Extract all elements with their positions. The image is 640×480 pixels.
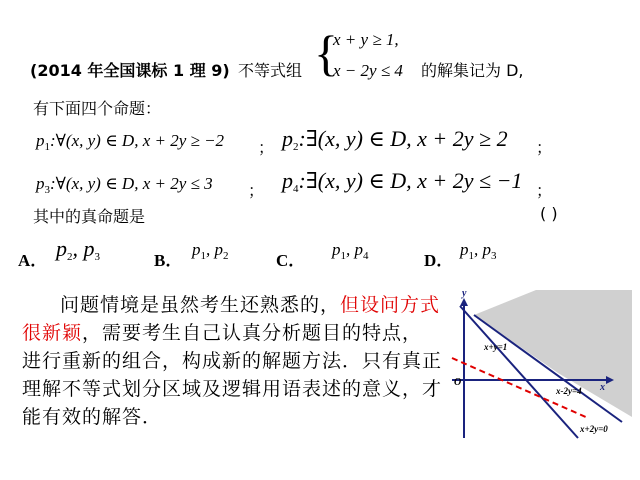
prop-p4-sep: ；: [536, 181, 553, 200]
option-d: $p_1$, $p_3$: [460, 240, 497, 262]
y-axis-arrow: [460, 298, 468, 306]
option-c-letter: C．: [276, 251, 306, 270]
option-b-letter: B．: [154, 251, 183, 270]
option-a-letter: A．: [18, 251, 48, 270]
option-d-letter: D．: [424, 251, 454, 270]
problem-source: (2014 年全国课标 1 理 9): [30, 61, 230, 80]
commentary-part1: 问题情境是虽然考生还熟悉的，: [60, 294, 341, 316]
label-x-plus-y: x+y=1: [484, 342, 508, 352]
option-c: $p_1$, $p_4$: [332, 240, 369, 262]
commentary-highlight: 但设问方式很新颖: [22, 294, 441, 344]
prop-p2: $p_2:\exists(x$, y) ∈ D, x + 2y ≥ 2: [282, 126, 508, 153]
prop-p1-sep: ；: [258, 138, 275, 157]
prop-p2-sep: ；: [536, 138, 553, 157]
feasible-region: [474, 290, 632, 417]
origin-label: O: [454, 377, 462, 388]
answer-paren: ( ): [540, 204, 558, 223]
commentary-part2: ，需要考生自己认真分析题目的特点，进行重新的组合，构成新的解题方法．只有真正理解不等式划分区域及逻辑用语表述的意义，才能有效的解答．: [22, 322, 443, 428]
axis-x-label: x: [600, 382, 605, 393]
option-b: $p_1$, $p_2$: [192, 240, 229, 262]
prop-p1: $p_1:\forall(x$, y) ∈ D, x + 2y ≥ −2: [36, 131, 225, 153]
system-brace: {: [314, 25, 338, 81]
commentary-paragraph: [22, 291, 442, 431]
prop-p3: $p_3:\forall(x$, y) ∈ D, x + 2y ≤ 3: [36, 174, 213, 196]
inequality-graph: [446, 288, 632, 446]
option-a: $p_2$, $p_3$: [56, 236, 100, 263]
label-x-plus-2y: x+2y=0: [580, 424, 608, 434]
problem-tail: 的解集记为 D,: [421, 61, 524, 80]
system-ineq-2: x − 2y ≤ 4: [333, 61, 403, 80]
prop-p3-sep: ；: [248, 181, 265, 200]
axis-y-label: y: [462, 288, 467, 299]
label-x-minus-2y: x-2y=4: [556, 386, 582, 396]
system-ineq-1: x + y ≥ 1,: [333, 30, 399, 49]
problem-lead: 不等式组: [238, 61, 303, 80]
prop-p4: $p_4:\exists(x$, y) ∈ D, x + 2y ≤ −1: [282, 168, 523, 195]
question-text: 其中的真命题是: [33, 207, 146, 226]
problem-line2: 有下面四个命题：: [33, 99, 162, 118]
